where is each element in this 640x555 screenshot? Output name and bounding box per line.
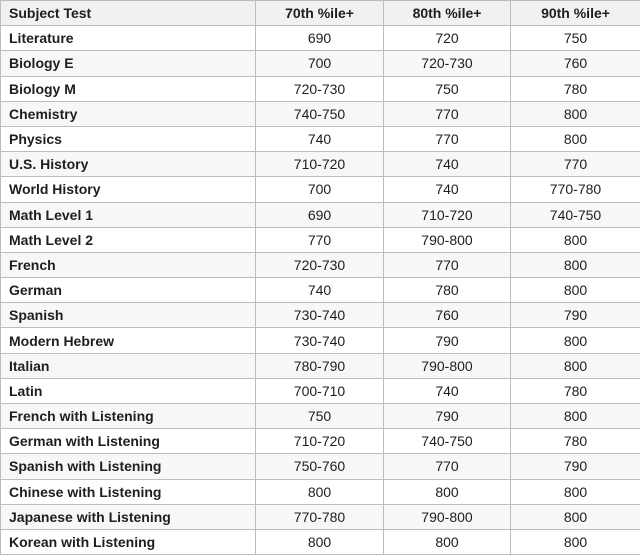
percentile-70-cell: 710-720 <box>256 429 384 454</box>
table-row <box>1 227 640 252</box>
table-row <box>1 177 640 202</box>
percentile-80-cell: 740 <box>384 177 511 202</box>
header-90th-percentile: 90th %ile+ <box>511 1 640 26</box>
percentile-70-cell: 700-710 <box>256 378 384 403</box>
table-row <box>1 504 640 529</box>
table-row <box>1 252 640 277</box>
table-row <box>1 353 640 378</box>
subject-name-cell: Japanese with Listening <box>1 504 256 529</box>
subject-name-cell: Spanish <box>1 303 256 328</box>
table-row <box>1 479 640 504</box>
percentile-90-cell: 780 <box>511 378 640 403</box>
table-row <box>1 202 640 227</box>
percentile-70-cell: 750-760 <box>256 454 384 479</box>
subject-name-cell: Latin <box>1 378 256 403</box>
percentile-90-cell: 770-780 <box>511 177 640 202</box>
table-row <box>1 278 640 303</box>
percentile-70-cell: 740 <box>256 126 384 151</box>
subject-name-cell: Literature <box>1 26 256 51</box>
percentile-80-cell: 800 <box>384 479 511 504</box>
percentile-70-cell: 720-730 <box>256 76 384 101</box>
percentile-70-cell: 800 <box>256 529 384 554</box>
table-header <box>1 1 640 26</box>
table-row <box>1 101 640 126</box>
table-body <box>1 26 640 555</box>
percentile-80-cell: 780 <box>384 278 511 303</box>
percentile-70-cell: 690 <box>256 26 384 51</box>
table-row <box>1 454 640 479</box>
percentile-90-cell: 790 <box>511 454 640 479</box>
percentile-80-cell: 740 <box>384 152 511 177</box>
percentile-70-cell: 720-730 <box>256 252 384 277</box>
header-80th-percentile: 80th %ile+ <box>384 1 511 26</box>
subject-name-cell: Italian <box>1 353 256 378</box>
subject-name-cell: Biology M <box>1 76 256 101</box>
percentile-70-cell: 700 <box>256 51 384 76</box>
percentile-90-cell: 800 <box>511 252 640 277</box>
percentile-90-cell: 800 <box>511 278 640 303</box>
table-row <box>1 126 640 151</box>
percentile-70-cell: 740 <box>256 278 384 303</box>
subject-name-cell: Chinese with Listening <box>1 479 256 504</box>
subject-name-cell: Spanish with Listening <box>1 454 256 479</box>
percentile-90-cell: 760 <box>511 51 640 76</box>
table-row <box>1 152 640 177</box>
percentile-70-cell: 800 <box>256 479 384 504</box>
subject-name-cell: Biology E <box>1 51 256 76</box>
percentile-70-cell: 710-720 <box>256 152 384 177</box>
subject-name-cell: German with Listening <box>1 429 256 454</box>
table-row <box>1 76 640 101</box>
percentile-90-cell: 800 <box>511 479 640 504</box>
percentile-80-cell: 760 <box>384 303 511 328</box>
table-row <box>1 26 640 51</box>
percentile-80-cell: 710-720 <box>384 202 511 227</box>
subject-name-cell: French <box>1 252 256 277</box>
percentile-70-cell: 730-740 <box>256 328 384 353</box>
percentile-80-cell: 770 <box>384 126 511 151</box>
percentile-80-cell: 770 <box>384 252 511 277</box>
percentile-90-cell: 800 <box>511 529 640 554</box>
percentile-80-cell: 770 <box>384 454 511 479</box>
percentile-90-cell: 800 <box>511 404 640 429</box>
subject-name-cell: French with Listening <box>1 404 256 429</box>
subject-name-cell: German <box>1 278 256 303</box>
subject-name-cell: Math Level 1 <box>1 202 256 227</box>
percentile-80-cell: 790-800 <box>384 504 511 529</box>
percentile-90-cell: 800 <box>511 126 640 151</box>
subject-name-cell: Modern Hebrew <box>1 328 256 353</box>
subject-name-cell: World History <box>1 177 256 202</box>
percentile-80-cell: 740 <box>384 378 511 403</box>
percentile-90-cell: 740-750 <box>511 202 640 227</box>
table-row <box>1 404 640 429</box>
percentile-80-cell: 790-800 <box>384 227 511 252</box>
percentile-80-cell: 790 <box>384 328 511 353</box>
percentile-90-cell: 780 <box>511 76 640 101</box>
table-row <box>1 529 640 554</box>
percentile-70-cell: 730-740 <box>256 303 384 328</box>
percentile-80-cell: 770 <box>384 101 511 126</box>
percentile-80-cell: 720-730 <box>384 51 511 76</box>
percentile-90-cell: 790 <box>511 303 640 328</box>
percentile-80-cell: 740-750 <box>384 429 511 454</box>
subject-name-cell: Korean with Listening <box>1 529 256 554</box>
percentile-70-cell: 690 <box>256 202 384 227</box>
percentile-80-cell: 790-800 <box>384 353 511 378</box>
percentile-80-cell: 790 <box>384 404 511 429</box>
percentile-70-cell: 770 <box>256 227 384 252</box>
percentile-90-cell: 800 <box>511 328 640 353</box>
table-row <box>1 303 640 328</box>
percentile-90-cell: 800 <box>511 353 640 378</box>
percentile-80-cell: 800 <box>384 529 511 554</box>
table-row <box>1 51 640 76</box>
header-70th-percentile: 70th %ile+ <box>256 1 384 26</box>
percentile-70-cell: 770-780 <box>256 504 384 529</box>
subject-name-cell: Physics <box>1 126 256 151</box>
percentile-90-cell: 750 <box>511 26 640 51</box>
percentile-70-cell: 700 <box>256 177 384 202</box>
percentile-70-cell: 780-790 <box>256 353 384 378</box>
table-row <box>1 328 640 353</box>
header-row <box>1 1 640 26</box>
table-row <box>1 378 640 403</box>
table-row <box>1 429 640 454</box>
header-subject-test: Subject Test <box>1 1 256 26</box>
subject-name-cell: U.S. History <box>1 152 256 177</box>
percentile-70-cell: 740-750 <box>256 101 384 126</box>
percentile-70-cell: 750 <box>256 404 384 429</box>
percentile-90-cell: 800 <box>511 504 640 529</box>
percentile-90-cell: 800 <box>511 101 640 126</box>
percentile-90-cell: 800 <box>511 227 640 252</box>
percentile-80-cell: 750 <box>384 76 511 101</box>
percentile-90-cell: 780 <box>511 429 640 454</box>
subject-name-cell: Chemistry <box>1 101 256 126</box>
percentile-80-cell: 720 <box>384 26 511 51</box>
subject-name-cell: Math Level 2 <box>1 227 256 252</box>
percentile-90-cell: 770 <box>511 152 640 177</box>
